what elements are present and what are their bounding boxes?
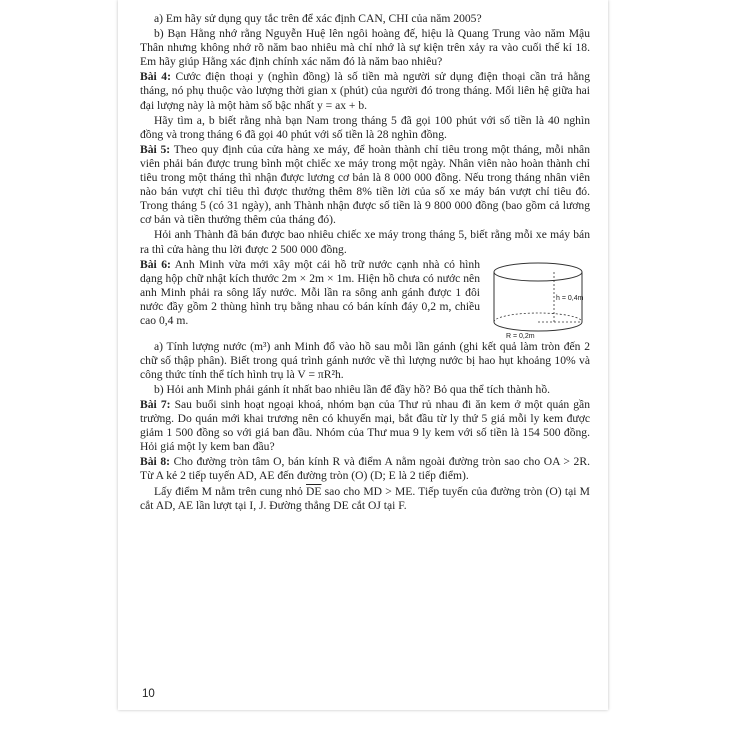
exercise-6-block	[140, 258, 590, 340]
exercise-8-text: Cho đường tròn tâm O, bán kính R và điểm A nằm ngoài đường tròn sao cho OA > 2R. Từ A kẻ 2 tiếp tuyến AD, AE đến đường tròn (O) (D; E là 2 tiếp điểm).	[140, 455, 590, 483]
arc-de: $\overline{DE}$	[305, 484, 322, 498]
exercise-5	[140, 143, 590, 228]
exercise-8-question	[140, 485, 590, 513]
cylinder-figure	[488, 260, 588, 340]
page-number: 10	[142, 688, 155, 700]
exercise-6-text: Anh Minh vừa mới xây một cái hồ trữ nước cạnh nhà có hình dạng hộp chữ nhật kích thước 2m × 2m × 1m. Hiện hồ chưa có nước nên anh Minh phải ra sông lấy nước. Mỗi lần ra sông anh gánh được 1 đôi nước đầy gồm 2 thùng hình trụ bằng nhau có bán kính đáy 0,2 m, chiều cao 0,4 m.	[140, 257, 480, 327]
height-label: h = 0,4m	[556, 294, 584, 302]
exercise-7-label: Bài 7:	[140, 397, 171, 411]
exercise-5-text: Theo quy định của cửa hàng xe máy, để hoàn thành chỉ tiêu trong một tháng, mỗi nhân viên phải bán được trung bình một chiếc xe máy trong một ngày. Nhân viên nào hoàn thành chỉ tiêu trong một tháng thì nhận được lương cơ bản là 8 000 000 đồng. Nếu trong tháng nhân viên nào bán vượt chỉ tiêu thì được thưởng thêm 8% tiền lời của số xe máy bán vượt chỉ tiêu đó. Trong tháng 5 (có 31 ngày), anh Thành nhận được số tiền là 9 800 000 đồng (bao gồm cả lương cơ bản và tiền thưởng thêm của tháng đó).	[140, 142, 590, 227]
radius-label: R = 0,2m	[506, 332, 535, 340]
exercise-4-text: Cước điện thoại y (nghìn đồng) là số tiền mà người sử dụng điện thoại cần trả hằng tháng, nó phụ thuộc vào lượng thời gian x (phút) của người đó trong tháng. Mối liên hệ giữa hai đại lượng này là một hàm số bậc nhất y = ax + b.	[140, 70, 590, 112]
exercise-5-question: Hỏi anh Thành đã bán được bao nhiêu chiếc xe máy trong tháng 5, biết rằng mỗi xe máy bán ra thì cửa hàng thu lời được 2 500 000 đồng.	[140, 228, 590, 256]
exercise-8	[140, 455, 590, 483]
exercise-7	[140, 398, 590, 454]
exercise-7-text: Sau buổi sinh hoạt ngoại khoá, nhóm bạn của Thư rủ nhau đi ăn kem ở một quán gần trường. Do quán mới khai trương nên có khuyến mại, bắt đầu từ ly thứ 5 giá mỗi ly kem được giảm 1 500 đồng so với giá ban đầu. Nhóm của Thư mua 9 ly kem với số tiền là 154 500 đồng. Hỏi giá một ly kem ban đầu?	[140, 397, 591, 454]
exercise-4-label: Bài 4:	[140, 70, 171, 84]
exercise-4	[140, 70, 590, 112]
exercise-4-question: Hãy tìm a, b biết rằng nhà bạn Nam trong tháng 5 đã gọi 100 phút với số tiền là 40 nghìn đồng và trong tháng 6 đã gọi 40 phút với số tiền là 28 nghìn đồng.	[140, 113, 590, 141]
exercise-6-part-b: b) Hỏi anh Minh phải gánh ít nhất bao nhiêu lần để đầy hồ? Bỏ qua thể tích thành hồ.	[154, 382, 551, 396]
part-a-question: a) Em hãy sử dụng quy tắc trên để xác định CAN, CHI của năm 2005?	[154, 12, 482, 25]
exercise-6-part-a: a) Tính lượng nước (m³) anh Minh đổ vào hồ sau mỗi lần gánh (ghi kết quả làm tròn đến 2 chữ số thập phân). Biết trong quá trình gánh nước về thì lượng nước bị hao hụt khoảng 10% và công thức tính thể tích hình trụ là V = πR²h.	[140, 339, 590, 381]
exercise-5-label: Bài 5:	[140, 142, 171, 156]
document-page	[140, 12, 590, 514]
exercise-8-question-end: sao cho MD > ME. Tiếp tuyến của đường tròn (O) tại M cắt AD, AE lần lượt tại I, J. Đường thẳng DE cắt OJ tại F.	[140, 484, 590, 512]
part-b-question: b) Bạn Hằng nhớ rằng Nguyễn Huệ lên ngôi hoàng đế, hiệu là Quang Trung vào năm Mậu Thân nhưng không nhớ rõ năm bao nhiêu mà chỉ nhớ là sự kiện trên xảy ra vào cuối thế kỉ 18. Em hãy giúp Hằng xác định chính xác năm đó là năm bao nhiêu?	[140, 27, 590, 69]
exercise-8-question-start: Lấy điểm M nằm trên cung nhỏ	[154, 484, 306, 498]
exercise-6-label: Bài 6:	[140, 257, 171, 271]
exercise-8-label: Bài 8:	[140, 455, 170, 469]
